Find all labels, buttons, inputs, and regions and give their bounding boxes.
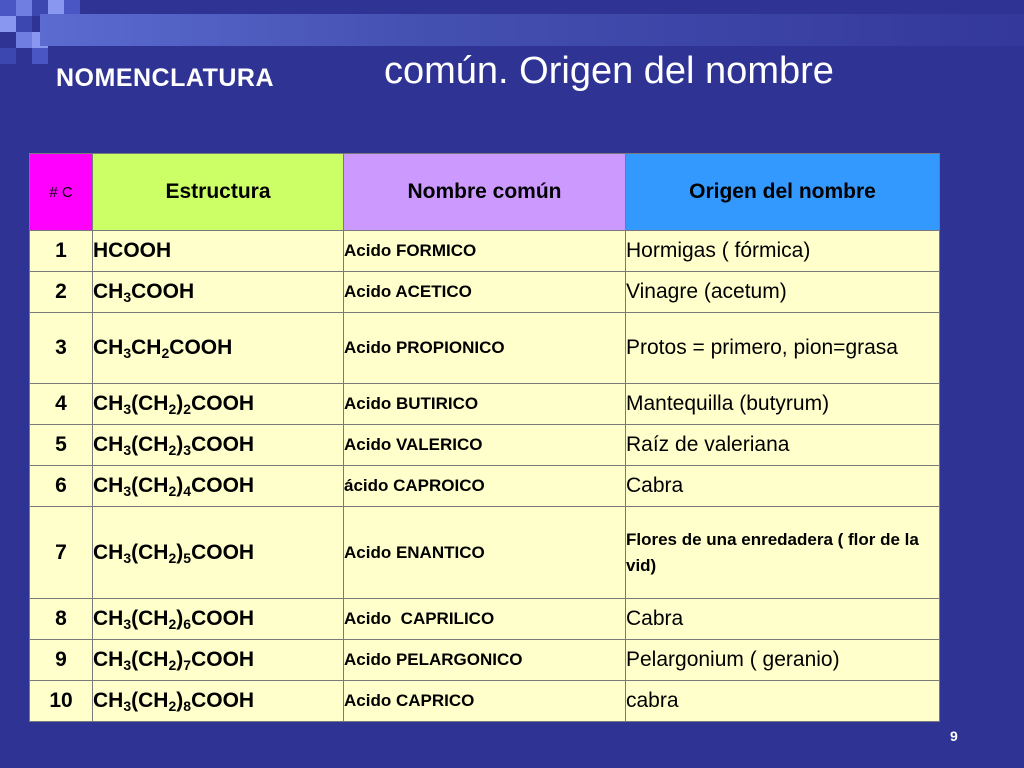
carbon-count-cell: 3 [30,313,93,384]
structure-cell [93,507,344,599]
formula-part: COOH [191,433,255,456]
carbon-count-cell: 8 [30,599,93,640]
name-origin-cell: Cabra [626,599,940,640]
formula-part: ) [176,540,184,564]
formula-part: COOH [191,607,255,630]
carbon-count-cell: 9 [30,640,93,681]
formula-part: CH [93,607,124,630]
structure-cell [93,272,344,313]
formula-subscript: 3 [123,442,132,458]
structure-cell [93,681,344,722]
table-row [30,384,940,425]
table-row [30,313,940,384]
table-row [30,466,940,507]
formula-part: CH [93,689,124,712]
acid-table [29,153,940,722]
formula-part: ) [176,689,184,712]
formula-part: COOH [191,648,255,671]
name-origin-cell: Protos = primero, pion=grasa [626,313,940,384]
formula-subscript: 3 [123,698,132,714]
structure-cell [93,640,344,681]
formula-part: ) [176,392,184,415]
name-origin-cell: cabra [626,681,940,722]
formula-subscript: 8 [183,698,192,714]
carbon-count-cell: 2 [30,272,93,313]
table-header-row [30,154,940,231]
formula-part: (CH [131,433,169,456]
common-name-cell: Acido ACETICO [344,272,626,313]
formula-part: CH [131,336,162,359]
header-structure: Estructura [93,154,344,231]
formula-subscript: 3 [123,549,132,566]
top-gradient-bar [40,14,1024,46]
formula-subscript: 2 [183,401,192,417]
formula-part: COOH [191,474,255,497]
formula-subscript: 6 [183,616,192,632]
formula-subscript: 2 [168,657,177,673]
formula-part: COOH [191,689,255,712]
common-name-cell: Acido CAPRILICO [344,599,626,640]
formula-part: (CH [131,474,169,497]
name-origin-cell: Mantequilla (butyrum) [626,384,940,425]
formula-part: ) [176,607,184,630]
common-name-cell: Acido PROPIONICO [344,313,626,384]
table-row [30,507,940,599]
formula-part: COOH [191,540,255,564]
carbon-count-cell: 1 [30,231,93,272]
formula-subscript: 2 [168,401,177,417]
carbon-count-cell: 10 [30,681,93,722]
formula-subscript: 2 [168,698,177,714]
formula-part: CH [93,540,124,564]
formula-subscript: 3 [123,657,132,673]
table-row [30,640,940,681]
formula-subscript: 5 [183,549,192,566]
formula-part: CH [93,648,124,671]
formula-subscript: 2 [168,616,177,632]
carbon-count-cell: 7 [30,507,93,599]
common-name-cell: Acido VALERICO [344,425,626,466]
formula-subscript: 2 [168,442,177,458]
name-origin-cell: Vinagre (acetum) [626,272,940,313]
structure-cell [93,231,344,272]
formula-part: ) [176,474,184,497]
formula-subscript: 4 [183,483,192,499]
name-origin-cell: Flores de una enredadera ( flor de la vid) [626,507,940,599]
formula-subscript: 2 [168,549,177,566]
formula-part: (CH [131,392,169,415]
formula-part: ) [176,433,184,456]
name-origin-cell: Hormigas ( fórmica) [626,231,940,272]
formula-part: CH [93,280,124,303]
formula-subscript: 7 [183,657,192,673]
formula-part: CH [93,392,124,415]
formula-part: (CH [131,607,169,630]
common-name-cell: ácido CAPROICO [344,466,626,507]
formula-part: COOH [169,336,233,359]
table-row [30,599,940,640]
formula-subscript: 3 [123,289,132,305]
header-name-origin: Origen del nombre [626,154,940,231]
formula-subscript: 3 [123,483,132,499]
header-common-name: Nombre común [344,154,626,231]
common-name-cell: Acido FORMICO [344,231,626,272]
common-name-cell: Acido ENANTICO [344,507,626,599]
formula-part: HCOOH [93,239,172,262]
page-number: 9 [950,728,958,744]
formula-subscript: 3 [123,616,132,632]
structure-cell [93,384,344,425]
table-row [30,681,940,722]
formula-subscript: 3 [123,401,132,417]
table-row [30,425,940,466]
table-row [30,231,940,272]
formula-part: (CH [131,648,169,671]
formula-part: ) [176,648,184,671]
formula-subscript: 2 [168,483,177,499]
slide-title [56,50,956,102]
formula-part: CH [93,433,124,456]
common-name-cell: Acido PELARGONICO [344,640,626,681]
table-row [30,272,940,313]
common-name-cell: Acido BUTIRICO [344,384,626,425]
formula-part: COOH [131,280,195,303]
formula-part: CH [93,474,124,497]
title-sub: común. Origen del nombre [384,50,834,92]
structure-cell [93,425,344,466]
common-name-cell: Acido CAPRICO [344,681,626,722]
formula-subscript: 2 [161,345,170,361]
formula-subscript: 3 [183,442,192,458]
structure-cell [93,313,344,384]
formula-part: (CH [131,689,169,712]
title-main: NOMENCLATURA [56,64,275,92]
carbon-count-cell: 6 [30,466,93,507]
structure-cell [93,466,344,507]
formula-part: COOH [191,392,255,415]
formula-part: (CH [131,540,169,564]
formula-part: CH [93,336,124,359]
header-carbon-count: # C [30,154,93,231]
carbon-count-cell: 4 [30,384,93,425]
structure-cell [93,599,344,640]
carbon-count-cell: 5 [30,425,93,466]
name-origin-cell: Raíz de valeriana [626,425,940,466]
name-origin-cell: Cabra [626,466,940,507]
formula-subscript: 3 [123,345,132,361]
name-origin-cell: Pelargonium ( geranio) [626,640,940,681]
